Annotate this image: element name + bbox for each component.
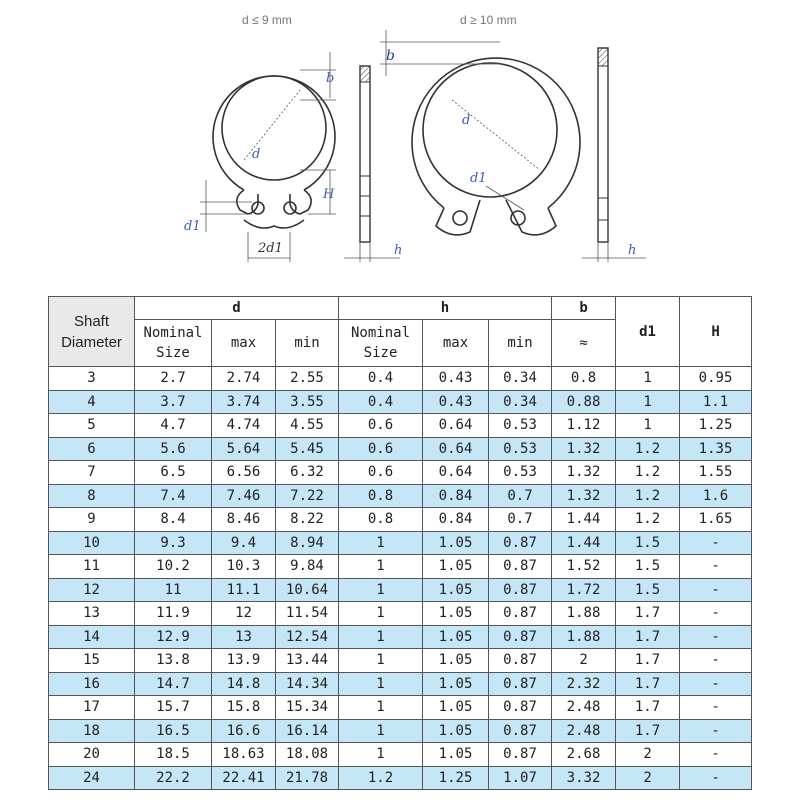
table-cell: 12 — [49, 578, 135, 602]
table-cell: 16.6 — [212, 719, 276, 743]
table-cell: 1.44 — [552, 508, 616, 532]
table-row — [49, 531, 752, 555]
table-cell: 0.4 — [339, 390, 423, 414]
table-cell: 1.1 — [680, 390, 752, 414]
table-cell: - — [680, 578, 752, 602]
table-cell: 0.87 — [489, 743, 552, 767]
table-cell: 21.78 — [276, 766, 339, 790]
label-b-left: b — [326, 71, 335, 86]
table-cell: 2 — [552, 649, 616, 673]
table-cell: 0.87 — [489, 672, 552, 696]
table-cell: 8.94 — [276, 531, 339, 555]
table-cell: 13.44 — [276, 649, 339, 673]
table-cell: 9.3 — [135, 531, 212, 555]
table-cell: 3.74 — [212, 390, 276, 414]
table-cell: 3.32 — [552, 766, 616, 790]
table-cell: - — [680, 602, 752, 626]
table-cell: 13 — [49, 602, 135, 626]
table-cell: 1.2 — [339, 766, 423, 790]
table-row — [49, 743, 752, 767]
table-row — [49, 696, 752, 720]
table-cell: 2 — [616, 743, 680, 767]
table-cell: 11.9 — [135, 602, 212, 626]
table-cell: - — [680, 672, 752, 696]
table-cell: 14 — [49, 625, 135, 649]
table-row — [49, 437, 752, 461]
table-cell: 0.87 — [489, 649, 552, 673]
table-cell: 15.7 — [135, 696, 212, 720]
table-cell: 7.22 — [276, 484, 339, 508]
header-d1: d1 — [616, 297, 680, 367]
table-cell: 0.84 — [423, 508, 489, 532]
table-cell: 1.07 — [489, 766, 552, 790]
label-d-right: d — [462, 113, 471, 128]
table-cell: - — [680, 531, 752, 555]
table-cell: 7 — [49, 461, 135, 485]
table-cell: 1.5 — [616, 578, 680, 602]
table-cell: 1.05 — [423, 531, 489, 555]
table-cell: 18.63 — [212, 743, 276, 767]
label-h-left: h — [394, 243, 403, 258]
table-cell: - — [680, 649, 752, 673]
table-cell: 6.5 — [135, 461, 212, 485]
table-cell: 1.88 — [552, 602, 616, 626]
left-caption: d ≤ 9 mm — [242, 13, 292, 27]
table-cell: 1 — [339, 649, 423, 673]
table-cell: 0.64 — [423, 414, 489, 438]
table-cell: - — [680, 719, 752, 743]
table-row — [49, 578, 752, 602]
table-cell: 8.22 — [276, 508, 339, 532]
table-cell: 11 — [135, 578, 212, 602]
label-2d1: 2d1 — [258, 241, 283, 256]
table-cell: 5 — [49, 414, 135, 438]
table-cell: 2.48 — [552, 719, 616, 743]
table-cell: 0.87 — [489, 602, 552, 626]
table-cell: 1.25 — [680, 414, 752, 438]
table-cell: 0.7 — [489, 508, 552, 532]
header-d-min: min — [276, 320, 339, 367]
table-cell: 24 — [49, 766, 135, 790]
header-d-nominal: Nominal Size — [135, 320, 212, 367]
table-cell: 0.53 — [489, 414, 552, 438]
table-body — [49, 367, 752, 790]
table-cell: 1.35 — [680, 437, 752, 461]
table-cell: 0.8 — [552, 367, 616, 391]
table-cell: - — [680, 696, 752, 720]
table-cell: 1.05 — [423, 719, 489, 743]
table-cell: 10.3 — [212, 555, 276, 579]
table-cell: 14.7 — [135, 672, 212, 696]
table-cell: 0.34 — [489, 390, 552, 414]
table-cell: 0.87 — [489, 578, 552, 602]
table-cell: 1.7 — [616, 719, 680, 743]
table-cell: 1.7 — [616, 672, 680, 696]
table-cell: 7.46 — [212, 484, 276, 508]
header-shaft-diameter: Shaft Diameter — [49, 297, 135, 367]
table-cell: 0.53 — [489, 437, 552, 461]
table-cell: 6 — [49, 437, 135, 461]
table-cell: 5.64 — [212, 437, 276, 461]
table-cell: 10.2 — [135, 555, 212, 579]
table-cell: 9.4 — [212, 531, 276, 555]
table-cell: 3 — [49, 367, 135, 391]
table-cell: 15 — [49, 649, 135, 673]
table-cell: 0.6 — [339, 437, 423, 461]
table-row — [49, 625, 752, 649]
table-cell: 17 — [49, 696, 135, 720]
large-circlip-side-view — [582, 48, 646, 262]
table-cell: 0.43 — [423, 390, 489, 414]
table-cell: 10 — [49, 531, 135, 555]
table-cell: 0.43 — [423, 367, 489, 391]
label-d1-right: d1 — [470, 171, 487, 186]
table-cell: 4.55 — [276, 414, 339, 438]
table-cell: 1 — [339, 555, 423, 579]
table-cell: 14.8 — [212, 672, 276, 696]
table-cell: 8.46 — [212, 508, 276, 532]
table-cell: 0.4 — [339, 367, 423, 391]
circlip-diagram — [0, 0, 800, 290]
table-cell: 22.2 — [135, 766, 212, 790]
table-cell: 1.05 — [423, 578, 489, 602]
table-cell: 0.87 — [489, 555, 552, 579]
table-cell: 1.12 — [552, 414, 616, 438]
table-cell: 13.8 — [135, 649, 212, 673]
table-cell: 18 — [49, 719, 135, 743]
table-cell: 2.48 — [552, 696, 616, 720]
table-cell: 8 — [49, 484, 135, 508]
header-h-group: h — [339, 297, 552, 320]
table-cell: 1.25 — [423, 766, 489, 790]
table-cell: 1.32 — [552, 437, 616, 461]
header-b-group: b — [552, 297, 616, 320]
table-cell: 15.34 — [276, 696, 339, 720]
label-h-right: h — [628, 243, 637, 258]
large-circlip-dimensions — [380, 30, 540, 210]
table-cell: 2.68 — [552, 743, 616, 767]
small-circlip-side-view — [344, 66, 403, 262]
table-row — [49, 672, 752, 696]
table-cell: 0.64 — [423, 437, 489, 461]
table-cell: 6.32 — [276, 461, 339, 485]
table-cell: 1.05 — [423, 602, 489, 626]
table-cell: 1 — [616, 367, 680, 391]
right-caption: d ≥ 10 mm — [460, 13, 517, 27]
table-cell: 1 — [339, 602, 423, 626]
table-cell: 4.74 — [212, 414, 276, 438]
table-cell: 11 — [49, 555, 135, 579]
table-cell: 15.8 — [212, 696, 276, 720]
table-cell: 1.55 — [680, 461, 752, 485]
label-d1-left: d1 — [184, 219, 201, 234]
table-cell: 1.7 — [616, 625, 680, 649]
table-cell: 0.84 — [423, 484, 489, 508]
table-row — [49, 602, 752, 626]
table-cell: 4.7 — [135, 414, 212, 438]
table-cell: 2 — [616, 766, 680, 790]
table-cell: 16 — [49, 672, 135, 696]
table-cell: 14.34 — [276, 672, 339, 696]
table-cell: 1.7 — [616, 602, 680, 626]
header-h-max: max — [423, 320, 489, 367]
table-row — [49, 484, 752, 508]
table-cell: 3.7 — [135, 390, 212, 414]
table-cell: 16.14 — [276, 719, 339, 743]
table-cell: 1.65 — [680, 508, 752, 532]
table-cell: - — [680, 625, 752, 649]
table-row — [49, 508, 752, 532]
table-cell: 0.64 — [423, 461, 489, 485]
table-cell: 0.34 — [489, 367, 552, 391]
table-cell: 13 — [212, 625, 276, 649]
table-cell: 20 — [49, 743, 135, 767]
header-b-approx: ≈ — [552, 320, 616, 367]
table-cell: - — [680, 743, 752, 767]
table-cell: 1.05 — [423, 555, 489, 579]
table-cell: 12.54 — [276, 625, 339, 649]
table-cell: 0.87 — [489, 719, 552, 743]
table-cell: 0.6 — [339, 461, 423, 485]
table-cell: 1 — [339, 696, 423, 720]
table-cell: 0.95 — [680, 367, 752, 391]
table-cell: 1.05 — [423, 696, 489, 720]
table-cell: 1 — [339, 719, 423, 743]
table-cell: 12 — [212, 602, 276, 626]
header-h-nominal: Nominal Size — [339, 320, 423, 367]
table-cell: 8.4 — [135, 508, 212, 532]
label-H-left: H — [323, 187, 335, 202]
table-cell: 22.41 — [212, 766, 276, 790]
table-cell: 11.1 — [212, 578, 276, 602]
label-b-right: b — [386, 48, 395, 64]
table-cell: - — [680, 555, 752, 579]
table-cell: 4 — [49, 390, 135, 414]
table-cell: 2.55 — [276, 367, 339, 391]
table-cell: 1.88 — [552, 625, 616, 649]
table-cell: 0.6 — [339, 414, 423, 438]
table-cell: 0.8 — [339, 508, 423, 532]
table-row — [49, 461, 752, 485]
table-cell: - — [680, 766, 752, 790]
table-cell: 6.56 — [212, 461, 276, 485]
table-cell: 1.2 — [616, 508, 680, 532]
table-cell: 1.6 — [680, 484, 752, 508]
table-cell: 0.8 — [339, 484, 423, 508]
table-cell: 1.7 — [616, 696, 680, 720]
small-circlip-drawing — [213, 76, 335, 228]
table-cell: 1.5 — [616, 555, 680, 579]
large-circlip-drawing — [412, 58, 580, 235]
table-cell: 13.9 — [212, 649, 276, 673]
header-d-group: d — [135, 297, 339, 320]
header-H: H — [680, 297, 752, 367]
table-row — [49, 719, 752, 743]
table-cell: 1.5 — [616, 531, 680, 555]
table-cell: 1.44 — [552, 531, 616, 555]
table-cell: 9 — [49, 508, 135, 532]
table-cell: 10.64 — [276, 578, 339, 602]
table-cell: 2.32 — [552, 672, 616, 696]
table-cell: 1.32 — [552, 461, 616, 485]
header-d-max: max — [212, 320, 276, 367]
table-cell: 1.2 — [616, 484, 680, 508]
table-cell: 1.05 — [423, 672, 489, 696]
table-cell: 1.05 — [423, 743, 489, 767]
table-row — [49, 555, 752, 579]
table-cell: 0.87 — [489, 625, 552, 649]
table-cell: 2.7 — [135, 367, 212, 391]
table-cell: 1.05 — [423, 649, 489, 673]
header-h-min: min — [489, 320, 552, 367]
table-cell: 1 — [339, 531, 423, 555]
table-cell: 1 — [616, 414, 680, 438]
table-cell: 1.2 — [616, 437, 680, 461]
table-cell: 1.32 — [552, 484, 616, 508]
table-cell: 1.72 — [552, 578, 616, 602]
table-cell: 0.88 — [552, 390, 616, 414]
table-cell: 1.2 — [616, 461, 680, 485]
table-cell: 7.4 — [135, 484, 212, 508]
table-cell: 1.52 — [552, 555, 616, 579]
table-cell: 0.87 — [489, 696, 552, 720]
table-row — [49, 390, 752, 414]
table-cell: 3.55 — [276, 390, 339, 414]
specification-table — [48, 296, 752, 790]
table-cell: 1.7 — [616, 649, 680, 673]
table-row — [49, 649, 752, 673]
table-row — [49, 414, 752, 438]
table-cell: 0.53 — [489, 461, 552, 485]
table-cell: 0.87 — [489, 531, 552, 555]
table-cell: 1 — [339, 743, 423, 767]
label-d-left: d — [252, 147, 261, 162]
table-cell: 18.5 — [135, 743, 212, 767]
small-circlip-dimensions — [200, 52, 336, 262]
table-cell: 1 — [339, 578, 423, 602]
table-cell: 5.45 — [276, 437, 339, 461]
table-cell: 9.84 — [276, 555, 339, 579]
table-cell: 16.5 — [135, 719, 212, 743]
table-cell: 1.05 — [423, 625, 489, 649]
table-cell: 5.6 — [135, 437, 212, 461]
table-row — [49, 367, 752, 391]
table-cell: 1 — [339, 625, 423, 649]
table-cell: 1 — [339, 672, 423, 696]
table-cell: 0.7 — [489, 484, 552, 508]
table-cell: 12.9 — [135, 625, 212, 649]
table-row — [49, 766, 752, 790]
table-cell: 11.54 — [276, 602, 339, 626]
table-cell: 1 — [616, 390, 680, 414]
table-cell: 2.74 — [212, 367, 276, 391]
table-cell: 18.08 — [276, 743, 339, 767]
